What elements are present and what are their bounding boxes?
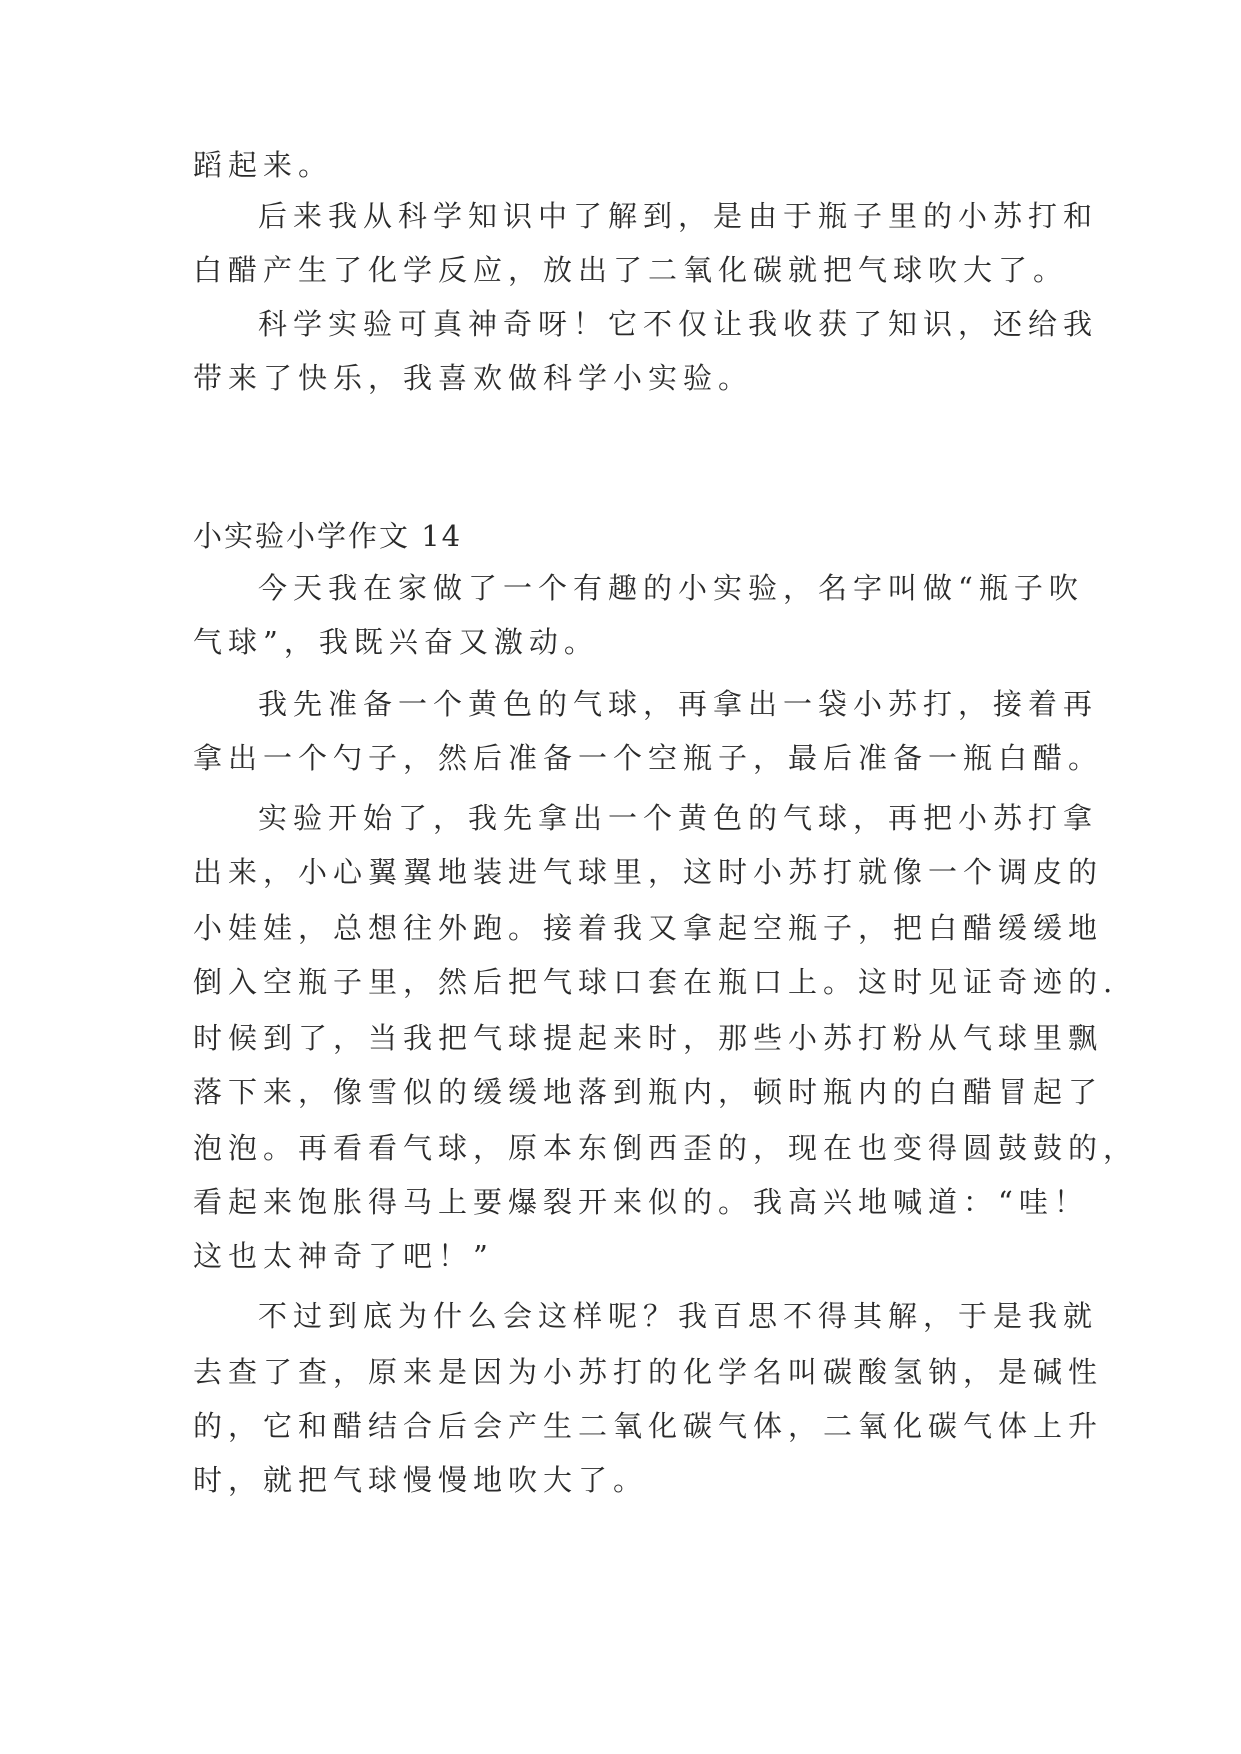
paragraph-start-line: 科学实验可真神奇呀！它不仅让我收获了知识，还给我 xyxy=(258,307,1099,341)
paragraph-start-line: 我先准备一个黄色的气球，再拿出一袋小苏打，接着再 xyxy=(258,687,1099,721)
text-line: 泡泡。再看看气球，原本东倒西歪的，现在也变得圆鼓鼓的， xyxy=(193,1131,1139,1165)
text-line: 去查了查，原来是因为小苏打的化学名叫碳酸氢钠，是碱性 xyxy=(193,1355,1104,1389)
text-line: 拿出一个勺子，然后准备一个空瓶子，最后准备一瓶白醋。 xyxy=(193,741,1104,775)
text-line: 这也太神奇了吧！” xyxy=(193,1239,494,1273)
paragraph-start-line: 不过到底为什么会这样呢？我百思不得其解，于是我就 xyxy=(258,1299,1099,1333)
text-line: 白醋产生了化学反应，放出了二氧化碳就把气球吹大了。 xyxy=(193,253,1069,287)
text-line: 出来，小心翼翼地装进气球里，这时小苏打就像一个调皮的 xyxy=(193,855,1104,889)
text-line: 的，它和醋结合后会产生二氧化碳气体，二氧化碳气体上升 xyxy=(193,1409,1104,1443)
text-line: 落下来，像雪似的缓缓地落到瓶内，顿时瓶内的白醋冒起了 xyxy=(193,1075,1104,1109)
paragraph-start-line: 后来我从科学知识中了解到，是由于瓶子里的小苏打和 xyxy=(258,199,1099,233)
text-line: 时候到了，当我把气球提起来时，那些小苏打粉从气球里飘 xyxy=(193,1021,1104,1055)
essay-title: 小实验小学作文 14 xyxy=(193,519,463,553)
text-line: 气球”，我既兴奋又激动。 xyxy=(193,625,599,659)
text-line: 蹈起来。 xyxy=(193,148,334,182)
text-line: 倒入空瓶子里，然后把气球口套在瓶口上。这时见证奇迹的. xyxy=(193,965,1119,999)
text-line: 时，就把气球慢慢地吹大了。 xyxy=(193,1463,649,1497)
paragraph-start-line: 今天我在家做了一个有趣的小实验，名字叫做“瓶子吹 xyxy=(258,571,1084,605)
text-line: 看起来饱胀得马上要爆裂开来似的。我高兴地喊道：“哇！ xyxy=(193,1185,1089,1219)
text-line: 带来了快乐，我喜欢做科学小实验。 xyxy=(193,361,754,395)
paragraph-start-line: 实验开始了，我先拿出一个黄色的气球，再把小苏打拿 xyxy=(258,801,1099,835)
text-line: 小娃娃，总想往外跑。接着我又拿起空瓶子，把白醋缓缓地 xyxy=(193,911,1104,945)
